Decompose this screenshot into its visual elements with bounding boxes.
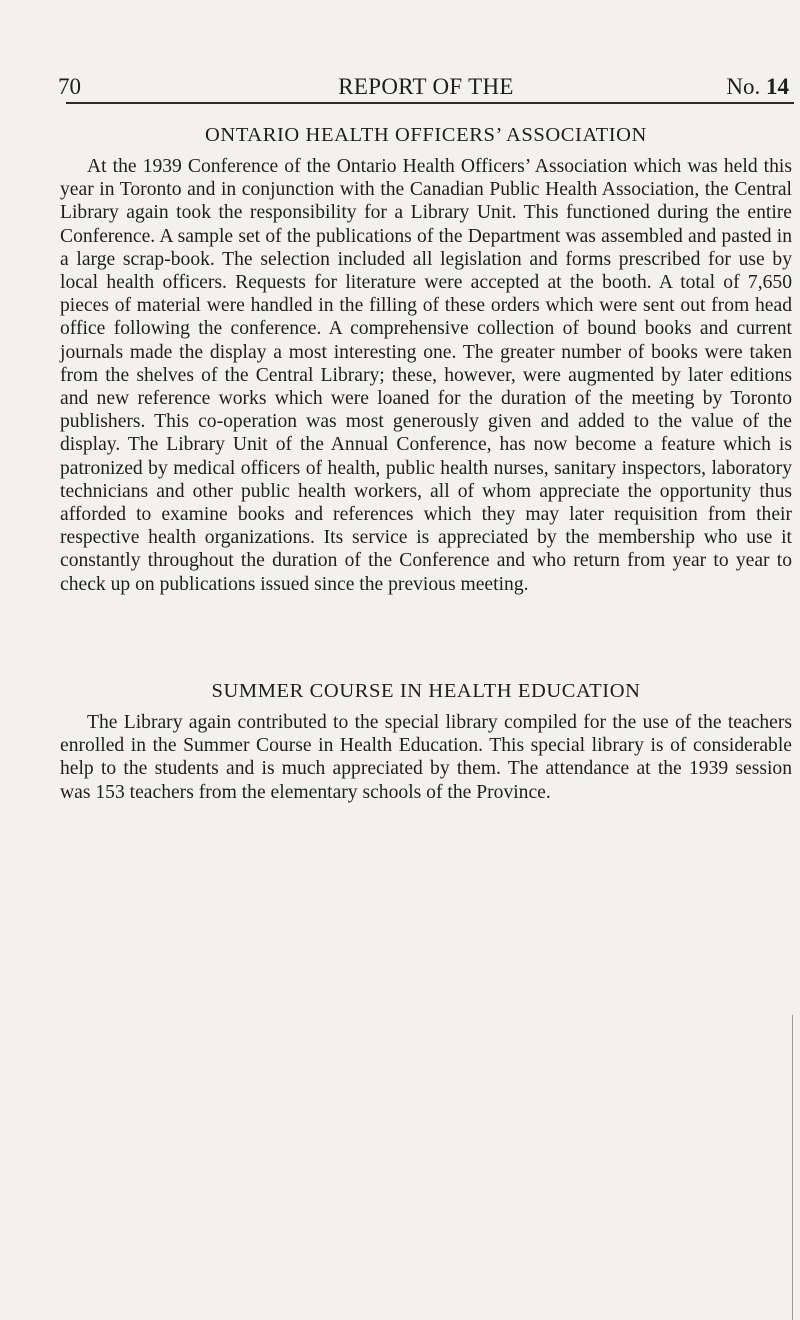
document-page	[58, 0, 794, 1320]
section-title-ontario-health-officers: ONTARIO HEALTH OFFICERS’ ASSOCIATION	[205, 124, 647, 146]
issue-prefix: No.	[726, 74, 766, 99]
page-number: 70	[58, 74, 81, 99]
running-header	[58, 72, 794, 102]
section-body-summer-course: The Library again contributed to the special library compiled for the use of the teachers enrolled in the Summer Course in Health Education. This special library is of considerable help to the students and is much appreciated by them. The attendance at the 1939 session was 153 teachers from the elementary schools of the Province.	[60, 712, 792, 803]
section-title-summer-course: SUMMER COURSE IN HEALTH EDUCATION	[211, 680, 641, 702]
issue-number-value: 14	[766, 74, 789, 99]
page-edge-line	[792, 1015, 793, 1320]
issue-number	[726, 72, 789, 102]
header-rule	[66, 102, 794, 104]
report-title: REPORT OF THE	[338, 74, 514, 99]
section-body-ontario-health-officers: At the 1939 Conference of the Ontario Health Officers’ Association which was held this year in Toronto and in conjunction with the Canadian Public Health Association, the Central Library again took the responsibility for a Library Unit. This functioned during the entire Conference. A sample set of the publications of the Department was assembled and pasted in a large scrap-book. The selection included all legislation and forms prescribed for use by local health officers. Requests for literature were accepted at the booth. A total of 7,650 pieces of material were handled in the filling of these orders which were sent out from head office following the conference. A comprehensive collection of bound books and current journals made the display a most interesting one. The greater number of books were taken from the shelves of the Central Library; these, however, were augmented by later editions and new reference works which were loaned for the duration of the meeting by Toronto publishers. This co-operation was most generously given and added to the value of the display. The Library Unit of the Annual Conference, has now become a feature which is patronized by medical officers of health, public health nurses, sanitary inspectors, laboratory technicians and other public health workers, all of whom appreciate the opportunity thus afforded to examine books and references which they may later requisition from their respective health organizations. Its service is appreciated by the membership who use it constantly throughout the duration of the Conference and who return from year to year to check up on publications issued since the previous meeting.	[60, 156, 792, 595]
